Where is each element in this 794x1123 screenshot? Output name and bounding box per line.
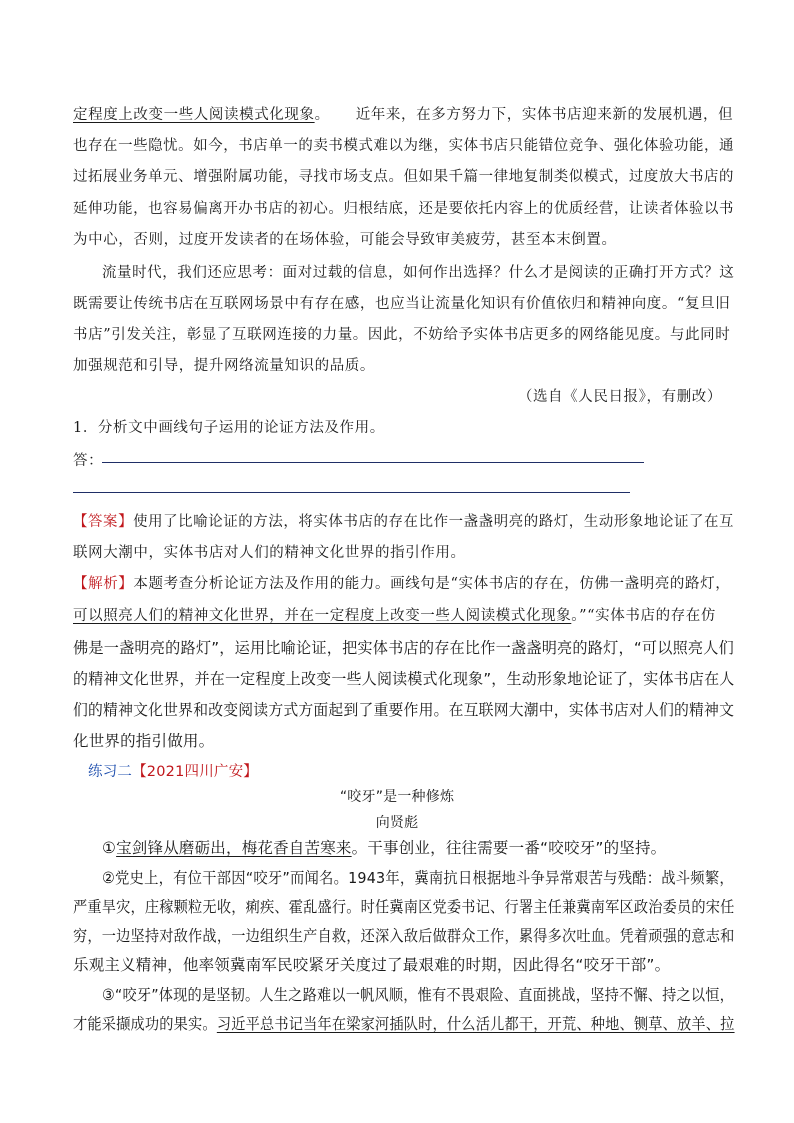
analysis-line-5: 们的精神文化世界和改变阅读方式方面起到了重要作用。在互联网大潮中，实体书店对人们的精神文 [73,701,735,719]
article-paragraph-2-line-4: 乐观主义精神，他率领冀南军民咬紧牙关度过了最艰难的时期，因此得名“咬牙干部”。 [73,956,671,974]
passage-source: （选自《人民日报》，有删改） [517,389,722,405]
article-paragraph-2-line-3: 穷，一边坚持对敌作战，一边组织生产自救，还深入敌后做群众工作，累得多次吐血。凭着顽强的意志和 [73,927,735,945]
answer-prefix: 答： [73,453,104,469]
passage-line-3: 过拓展业务单元、增强附属功能，寻找市场支点。但如果千篇一律地复制类似模式，过度放大书店的 [73,169,735,185]
article-title: “咬牙”是一种修炼 [339,789,455,805]
passage-line-6: 流量时代，我们还应思考：面对过载的信息，如何作出选择？什么才是阅读的正确打开方式？这 [102,265,735,281]
passage-line-4: 延伸功能，也容易偏离开办书店的初心。归根结底，还是要依托内容上的优质经营，让读者体验以书 [73,201,735,217]
answer-blank-line-1[interactable] [102,462,644,463]
analysis-line-4: 的精神文化世界，并在一定程度上改变一些人阅读模式化现象”，生动形象地论证了，实体书店在人 [73,670,735,688]
article-paragraph-3-line-1: ③“咬牙”体现的是坚韧。人生之路难以一帆风顺，惟有不畏艰险、直面挑战，坚持不懈、持之以恒， [102,986,735,1004]
article-paragraph-2-line-2: 严重旱灾，庄稼颗粒无收，痢疾、霍乱盛行。时任冀南区党委书记、行署主任兼冀南军区政治委员的宋任 [73,898,735,916]
answer-blank-line-2[interactable] [73,492,630,493]
answer-line-1: 【答案】使用了比喻论证的方法，将实体书店的存在比作一盏盏明亮的路灯，生动形象地论证了在互 [73,514,735,530]
exercise-heading [88,760,258,781]
passage-line-5: 为中心，否则，过度开发读者的在场体验，可能会导致审美疲劳，甚至本末倒置。 [73,232,617,248]
question-text: 1．分析文中画线句子运用的论证方法及作用。 [73,420,385,436]
exercise-source-tag: 【2021四川广安】 [132,764,259,780]
answer-tag: 【答案】 [73,514,134,530]
analysis-line-3: 佛是一盏明亮的路灯”，运用比喻论证，把实体书店的存在比作一盏盏明亮的路灯，“可以照亮人们 [73,639,735,657]
passage-line-2: 也存在一些隐忧。如今，书店单一的卖书模式难以为继，实体书店只能错位竞争、强化体验功能，通 [73,138,735,154]
article-author: 向贤彪 [375,815,419,831]
underlined-sentence: 习近平总书记当年在梁家河插队时，什么活儿都干，开荒、种地、铡草、放羊、拉 [216,1015,735,1033]
analysis-tag: 【解析】 [73,576,134,592]
passage-line-7: 既需要让传统书店在互联网场景中有存在感，也应当让流量化知识有价值依归和精神向度。“复旦旧 [73,296,731,312]
article-paragraph-3-line-2: 才能采撷成功的果实。习近平总书记当年在梁家河插队时，什么活儿都干，开荒、种地、铡草、放羊、拉 [73,1015,735,1033]
article-paragraph-2-line-1: ②党史上，有位干部因“咬牙”而闻名。1943年，冀南抗日根据地斗争异常艰苦与残酷：战斗频繁， [102,869,734,887]
analysis-line-2: 可以照亮人们的精神文化世界，并在一定程度上改变一些人阅读模式化现象。”“实体书店的存在仿 [73,608,716,624]
answer-line-2: 联网大潮中，实体书店对人们的精神文化世界的指引作用。 [73,545,466,561]
underlined-quote: 宝剑锋从磨砺出，梅花香自苦寒来 [116,839,352,857]
analysis-line-6: 化世界的指引做用。 [73,732,215,750]
article-paragraph-1: ①宝剑锋从磨砺出，梅花香自苦寒来。干事创业，往往需要一番“咬咬牙”的坚持。 [102,839,667,857]
analysis-line-1: 【解析】本题考查分析论证方法及作用的能力。画线句是“实体书店的存在，仿佛一盏明亮的路灯， [73,576,731,592]
passage-line-9: 加强规范和引导，提升网络流量知识的品质。 [73,358,375,374]
exercise-label: 练习二 [88,764,133,780]
passage-line-1: 定程度上改变一些人阅读模式化现象。 近年来，在多方努力下，实体书店迎来新的发展机遇，但 [73,107,734,123]
passage-line-8: 书店”引发关注，彰显了互联网连接的力量。因此，不妨给予实体书店更多的网络能见度。与此同时 [73,327,731,343]
underlined-sentence-end: 定程度上改变一些人阅读模式化现象 [73,107,315,123]
